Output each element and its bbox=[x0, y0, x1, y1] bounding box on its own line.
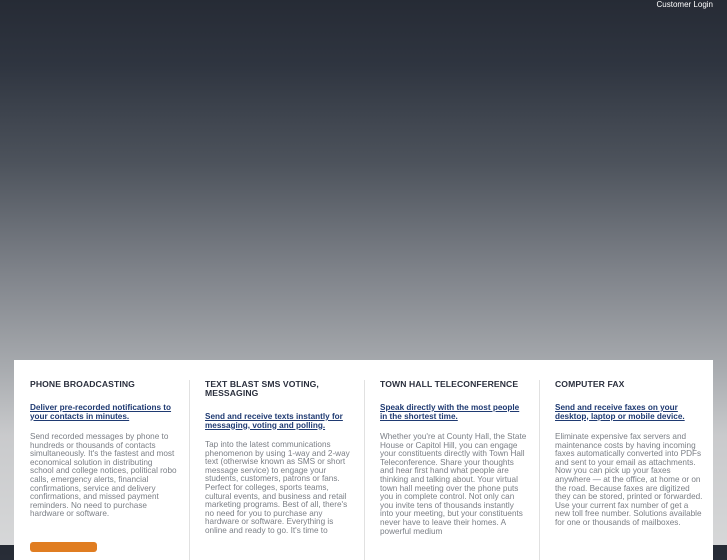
service-text-blast-sms bbox=[189, 360, 364, 560]
service-tagline-link[interactable]: Deliver pre-recorded notifications to your contacts in minutes. bbox=[30, 403, 172, 421]
service-description: Whether you're at County Hall, the State House or Capitol Hill, you can engage your constituents directly with Town Hall Teleconference. Share your thoughts and hear first hand what people are thinking and talking about. Your virtual town hall meeting over the phone puts you in complete control. Not only can you invite tens of thousands instantly into your meeting, but your constituents never have to leave their homes. A powerful medium bbox=[380, 432, 527, 536]
service-computer-fax bbox=[539, 360, 713, 560]
column-divider bbox=[364, 380, 365, 560]
service-description: Eliminate expensive fax servers and maintenance costs by having incoming faxes automatically converted into PDFs and sent to your email as attachments. Now you can pick up your faxes anywhere — at the office, at home or on the road. Because faxes are digitized they can be stored, printed or forwarded. Use your current fax number of get a new toll free number. Solutions available for one or thousands of mailboxes. bbox=[555, 432, 703, 527]
top-bar bbox=[657, 0, 713, 12]
services-panel bbox=[14, 360, 713, 560]
service-tagline-link[interactable]: Send and receive faxes on your desktop, laptop or mobile device. bbox=[555, 403, 685, 421]
service-title: TEXT BLAST SMS VOTING, MESSAGING bbox=[205, 379, 319, 398]
service-description: Send recorded messages by phone to hundreds or thousands of contacts simultaneously. It's the fastest and most economical solution in distributing school and college notices, political robo calls, emergency alerts, financial confirmations, service and delivery confirmations, and missed payment reminders. No need to purchase hardware or software. bbox=[30, 432, 177, 519]
column-divider bbox=[189, 380, 190, 560]
service-description: Tap into the latest communications phenomenon by using 1-way and 2-way text (otherwise known as SMS or short message service) to engage your students, customers, patrons or fans. Perfect for colleges, sports teams, cultural events, and business and retail marketing programs. Best of all, there's no need for you to purchase any hardware or software. Everything is online and ready to go. It's time to bbox=[205, 440, 350, 535]
service-title: COMPUTER FAX bbox=[555, 379, 625, 389]
service-tagline-link[interactable]: Send and receive texts instantly for messaging, voting and polling. bbox=[205, 412, 343, 430]
customer-login-link[interactable]: Customer Login bbox=[656, 0, 713, 9]
service-phone-broadcasting bbox=[14, 360, 189, 560]
service-tagline-link[interactable]: Speak directly with the most people in the shortest time. bbox=[380, 403, 520, 421]
learn-more-button[interactable] bbox=[30, 542, 97, 552]
service-title: TOWN HALL TELECONFERENCE bbox=[380, 379, 519, 389]
service-town-hall-teleconference bbox=[364, 360, 539, 560]
column-divider bbox=[539, 380, 540, 560]
service-title: PHONE BROADCASTING bbox=[30, 379, 135, 389]
